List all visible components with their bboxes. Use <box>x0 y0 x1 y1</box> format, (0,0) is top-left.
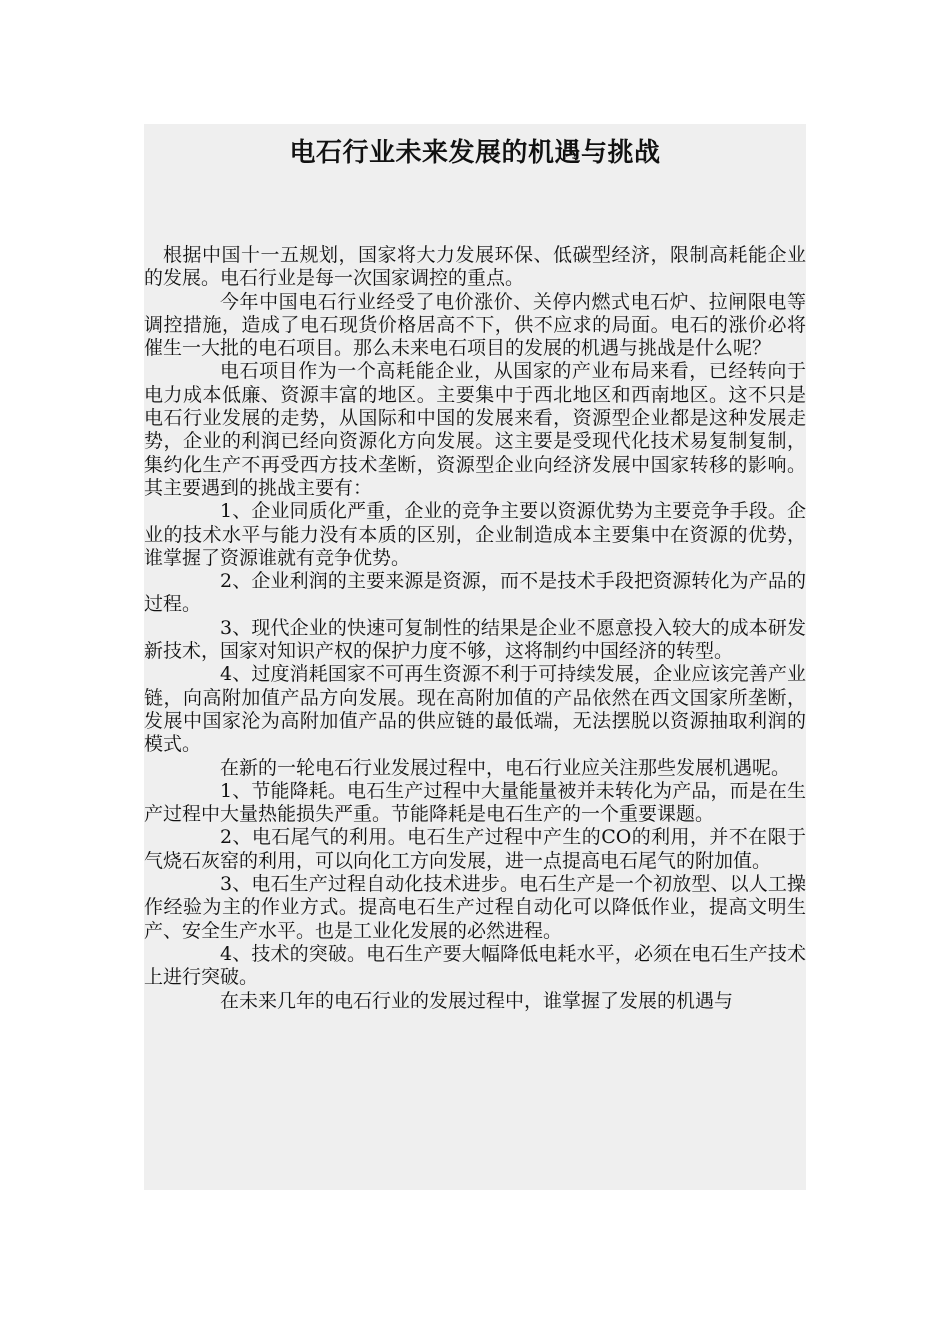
document-page <box>144 124 806 1190</box>
paragraph-opportunities-intro: 在新的一轮电石行业发展过程中，电石行业应关注那些发展机遇呢。 <box>220 756 791 779</box>
paragraph-challenge-4: 4、过度消耗国家不可再生资源不利于可持续发展，企业应该完善产业链，向高附加值产品方向发展。现在高附加值的产品依然在西文国家所垄断，发展中国家沦为高附加值产品的供应链的最低端，无法摆脱以资源抽取利润的模式。 <box>144 663 806 756</box>
paragraph-opportunity-2: 2、电石尾气的利用。电石生产过程中产生的CO的利用，并不在限于气烧石灰窑的利用，可以向化工方向发展，进一点提高电石尾气的附加值。 <box>144 826 806 872</box>
paragraph-opportunity-3: 3、电石生产过程自动化技术进步。电石生产是一个初放型、以人工操作经验为主的作业方式。提高电石生产过程自动化可以降低作业，提高文明生产、安全生产水平。也是工业化发展的必然进程。 <box>144 873 806 942</box>
document-title: 电石行业未来发展的机遇与挑战 <box>289 138 661 168</box>
paragraph-intro: 根据中国十一五规划，国家将大力发展环保、低碳型经济，限制高耗能企业的发展。电石行业是每一次国家调控的重点。 <box>144 244 806 290</box>
paragraph-opportunity-1: 1、节能降耗。电石生产过程中大量能量被并未转化为产品，而是在生产过程中大量热能损失严重。节能降耗是电石生产的一个重要课题。 <box>144 779 806 826</box>
paragraph-challenge-3: 3、现代企业的快速可复制性的结果是企业不愿意投入较大的成本研发新技术，国家对知识产权的保护力度不够，这将制约中国经济的转型。 <box>144 616 806 663</box>
paragraph-industry-layout: 电石项目作为一个高耗能企业，从国家的产业布局来看，已经转向于电力成本低廉、资源丰富的地区。主要集中于西北地区和西南地区。这不只是电石行业发展的走势，从国际和中国的发展来看，资源型企业都是这种发展走势，企业的利润已经向资源化方向发展。这主要是受现代化技术易复制复制，集约化生产不再受西方技术垄断，资源型企业向经济发展中国家转移的影响。其主要遇到的挑战主要有： <box>144 360 806 499</box>
paragraph-opportunity-4: 4、技术的突破。电石生产要大幅降低电耗水平，必须在电石生产技术上进行突破。 <box>144 942 806 989</box>
paragraph-challenge-2: 2、企业利润的主要来源是资源，而不是技术手段把资源转化为产品的过程。 <box>144 570 806 616</box>
paragraph-price-increase: 今年中国电石行业经受了电价涨价、关停内燃式电石炉、拉闸限电等调控措施，造成了电石现货价格居高不下，供不应求的局面。电石的涨价必将催生一大批的电石项目。那么未来电石项目的发展的机遇与挑战是什么呢？ <box>144 290 806 360</box>
paragraph-challenge-1: 1、企业同质化严重，企业的竞争主要以资源优势为主要竞争手段。企业的技术水平与能力没有本质的区别，企业制造成本主要集中在资源的优势，谁掌握了资源谁就有竞争优势。 <box>144 500 806 569</box>
document-body <box>144 244 806 1013</box>
paragraph-conclusion: 在未来几年的电石行业的发展过程中，谁掌握了发展的机遇与 <box>220 989 734 1012</box>
